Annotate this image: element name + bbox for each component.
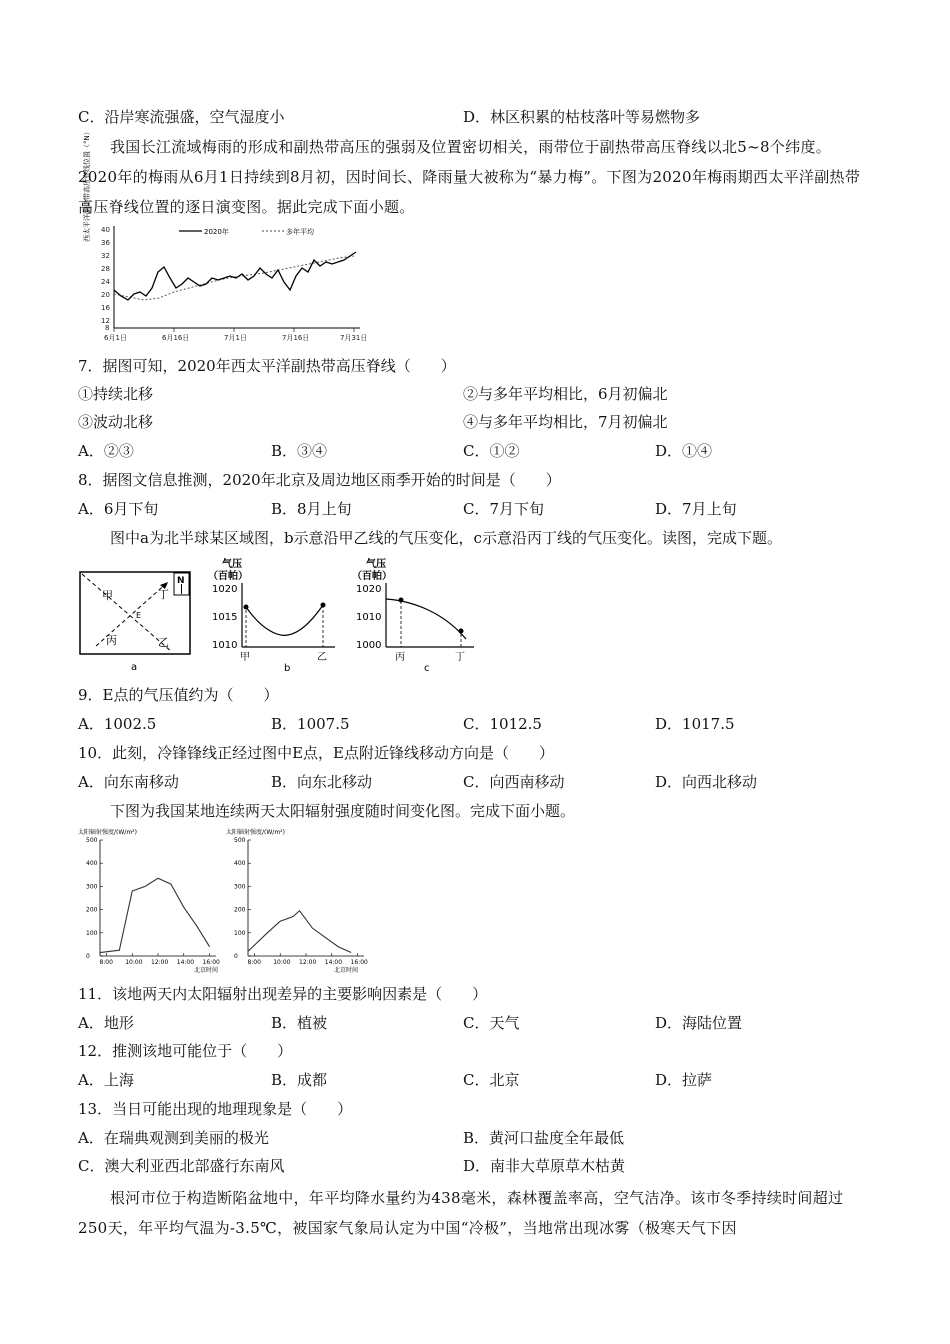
q8-option-a: A．6月下旬 bbox=[78, 500, 159, 518]
q12-option-d: D．拉萨 bbox=[655, 1071, 713, 1089]
solar2-x-tick: 8:00 bbox=[247, 959, 261, 966]
q11-option-c: C．天气 bbox=[463, 1014, 520, 1032]
solar2-ylabel: 太阳辐射强度/(W/m²) bbox=[226, 829, 285, 836]
q9-option-d: D．1017.5 bbox=[655, 715, 735, 733]
solar-chart-day1 bbox=[78, 828, 220, 974]
q11-option-d: D．海陆位置 bbox=[655, 1014, 743, 1032]
solar-radiation-charts bbox=[76, 826, 376, 976]
q12-stem: 12．推测该地可能位于（ ） bbox=[78, 1042, 293, 1060]
solar1-y-tick: 0 bbox=[86, 953, 90, 960]
q8-stem: 8．据图文信息推测，2020年北京及周边地区雨季开始的时间是（ ） bbox=[78, 471, 561, 489]
y-tick: 28 bbox=[101, 265, 110, 273]
q7-option-a: A．②③ bbox=[78, 442, 134, 460]
solar-chart-day2 bbox=[226, 828, 368, 974]
c-y-tick: 1000 bbox=[356, 640, 382, 651]
ridge-position-chart bbox=[74, 128, 368, 346]
y-tick: 36 bbox=[101, 239, 110, 247]
passage-meiyu: 我国长江流域梅雨的形成和副热带高压的强弱及位置密切相关，雨带位于副热带高压脊线以北5~8个纬度。2020年的梅雨从6月1日持续到8月初，因时间长、降雨量大被称为“暴力梅”。下图为2020年梅雨期西太平洋副热带高压脊线位置的逐日演变图。据此完成下面小题。 bbox=[78, 138, 861, 216]
q8-option-d: D．7月上旬 bbox=[655, 500, 737, 518]
pressure-curve-c bbox=[386, 599, 466, 639]
q13-option-d: D．南非大草原草木枯黄 bbox=[463, 1157, 626, 1175]
y-tick: 24 bbox=[101, 278, 110, 286]
solar1-y-tick: 100 bbox=[86, 929, 98, 937]
figure-b-pressure-profile bbox=[200, 555, 340, 673]
solar2-y-tick: 100 bbox=[234, 929, 246, 937]
solar1-x-tick: 8:00 bbox=[99, 959, 113, 966]
q9-option-c: C．1012.5 bbox=[463, 715, 542, 733]
q7-statement-4: ④与多年平均相比，7月初偏北 bbox=[463, 413, 668, 431]
legend-2020: 2020年 bbox=[204, 228, 229, 236]
y-tick: 16 bbox=[101, 304, 110, 312]
q11-option-b: B．植被 bbox=[271, 1014, 328, 1032]
legend-average: 多年平均 bbox=[286, 228, 314, 236]
c-ylabel-unit: （百帕） bbox=[352, 571, 392, 582]
solar1-ylabel: 太阳辐射强度/(W/m²) bbox=[78, 829, 137, 836]
q8-option-c: C．7月下旬 bbox=[463, 500, 545, 518]
q7-statement-3: ③波动北移 bbox=[78, 413, 154, 431]
q9-option-b: B．1007.5 bbox=[271, 715, 350, 733]
b-x-yi: 乙 bbox=[317, 652, 327, 663]
c-ylabel: 气压 bbox=[366, 559, 386, 570]
q13-stem: 13．当日可能出现的地理现象是（ ） bbox=[78, 1100, 353, 1118]
solar2-y-tick: 500 bbox=[234, 837, 246, 844]
x-tick: 6月1日 bbox=[104, 334, 127, 342]
label-e: E bbox=[136, 611, 142, 620]
passage-solar: 下图为我国某地连续两天太阳辐射强度随时间变化图。完成下面小题。 bbox=[110, 802, 576, 820]
q6-option-d: D．林区积累的枯枝落叶等易燃物多 bbox=[463, 108, 701, 126]
chart1-ylabel: 西太平洋副热带高压脊线位置（°N） bbox=[83, 128, 91, 242]
solar1-xlabel: 北京时间 bbox=[194, 967, 219, 974]
q7-statement-1: ①持续北移 bbox=[78, 385, 154, 403]
b-y-tick: 1015 bbox=[212, 612, 238, 623]
y-tick: 12 bbox=[101, 317, 110, 325]
q11-option-a: A．地形 bbox=[78, 1014, 134, 1032]
q10-option-c: C．向西南移动 bbox=[463, 773, 565, 791]
passage-pressure: 图中a为北半球某区域图，b示意沿甲乙线的气压变化，c示意沿丙丁线的气压变化。读图，完成下题。 bbox=[110, 529, 782, 547]
x-tick: 7月31日 bbox=[340, 334, 368, 342]
solar2-y-tick: 200 bbox=[234, 906, 246, 914]
y-tick: 40 bbox=[101, 226, 110, 234]
q13-option-a: A．在瑞典观测到美丽的极光 bbox=[78, 1129, 269, 1147]
solar2-x-tick: 14:00 bbox=[324, 959, 343, 966]
label-jia: 甲 bbox=[102, 589, 113, 602]
q13-option-b: B．黄河口盐度全年最低 bbox=[463, 1129, 625, 1147]
north-label: N bbox=[177, 576, 185, 586]
solar2-y-tick: 0 bbox=[234, 953, 238, 960]
solar1-x-tick: 16:00 bbox=[202, 959, 220, 966]
solar1-x-tick: 10:00 bbox=[125, 959, 143, 966]
q13-option-c: C．澳大利亚西北部盛行东南风 bbox=[78, 1157, 285, 1175]
q7-option-b: B．③④ bbox=[271, 442, 328, 460]
label-ding: 丁 bbox=[158, 588, 169, 601]
x-tick: 7月1日 bbox=[224, 334, 247, 342]
b-ylabel: 气压 bbox=[222, 559, 242, 570]
q12-option-a: A．上海 bbox=[78, 1071, 134, 1089]
solar1-x-tick: 12:00 bbox=[151, 959, 169, 966]
figure-a-region-map bbox=[76, 566, 196, 674]
q7-stem: 7．据图可知，2020年西太平洋副热带高压脊线（ ） bbox=[78, 357, 456, 375]
solar2-x-tick: 16:00 bbox=[350, 959, 368, 966]
b-y-tick: 1020 bbox=[212, 584, 238, 595]
solar1-y-tick: 300 bbox=[86, 883, 98, 891]
pressure-curve-b bbox=[246, 605, 323, 635]
x-tick: 7月16日 bbox=[282, 334, 310, 342]
q10-stem: 10．此刻，冷锋锋线正经过图中E点，E点附近锋线移动方向是（ ） bbox=[78, 744, 554, 762]
q12-option-b: B．成都 bbox=[271, 1071, 328, 1089]
q7-statement-2: ②与多年平均相比，6月初偏北 bbox=[463, 385, 668, 403]
solar2-xlabel: 北京时间 bbox=[334, 967, 359, 974]
q9-option-a: A．1002.5 bbox=[78, 715, 157, 733]
c-y-tick: 1010 bbox=[356, 612, 382, 623]
b-ylabel-unit: （百帕） bbox=[208, 571, 248, 582]
solar2-radiation-line bbox=[248, 911, 351, 953]
y-tick: 8 bbox=[105, 324, 110, 332]
q10-option-a: A．向东南移动 bbox=[78, 773, 179, 791]
q11-stem: 11．该地两天内太阳辐射出现差异的主要影响因素是（ ） bbox=[78, 985, 488, 1003]
q12-option-c: C．北京 bbox=[463, 1071, 520, 1089]
solar1-radiation-line bbox=[100, 878, 210, 952]
b-x-jia: 甲 bbox=[240, 652, 250, 663]
q7-option-d: D．①④ bbox=[655, 442, 713, 460]
x-tick: 6月16日 bbox=[162, 334, 190, 342]
q8-option-b: B．8月上旬 bbox=[271, 500, 352, 518]
q10-option-d: D．向西北移动 bbox=[655, 773, 758, 791]
solar1-y-tick: 200 bbox=[86, 906, 98, 914]
label-bing: 丙 bbox=[106, 634, 117, 647]
q7-option-c: C．①② bbox=[463, 442, 520, 460]
solar2-x-tick: 10:00 bbox=[273, 959, 291, 966]
c-x-bing: 丙 bbox=[395, 652, 405, 663]
c-y-tick: 1020 bbox=[356, 584, 382, 595]
series-2020 bbox=[114, 252, 356, 300]
solar2-x-tick: 12:00 bbox=[299, 959, 317, 966]
y-tick: 20 bbox=[101, 291, 110, 299]
caption-b: b bbox=[284, 663, 291, 674]
caption-c: c bbox=[424, 663, 430, 674]
passage-genhe: 根河市位于构造断陷盆地中，年平均降水量约为438毫米，森林覆盖率高，空气洁净。该市冬季持续时间超过250天，年平均气温为-3.5℃，被国家气象局认定为中国“冷极”，当地常出现冰雾（极寒天气下因 bbox=[78, 1189, 844, 1237]
y-tick: 32 bbox=[101, 252, 110, 260]
b-y-tick: 1010 bbox=[212, 640, 238, 651]
solar2-y-tick: 400 bbox=[234, 860, 246, 868]
solar1-y-tick: 500 bbox=[86, 837, 98, 844]
solar2-y-tick: 300 bbox=[234, 883, 246, 891]
caption-a: a bbox=[131, 662, 138, 673]
solar1-x-tick: 14:00 bbox=[176, 959, 195, 966]
solar1-y-tick: 400 bbox=[86, 860, 98, 868]
figure-c-pressure-profile bbox=[344, 555, 479, 673]
q10-option-b: B．向东北移动 bbox=[271, 773, 373, 791]
c-x-ding: 丁 bbox=[455, 652, 465, 663]
q6-option-c: C．沿岸寒流强盛，空气湿度小 bbox=[78, 108, 285, 126]
label-yi: 乙 bbox=[158, 636, 169, 649]
q9-stem: 9．E点的气压值约为（ ） bbox=[78, 686, 279, 704]
